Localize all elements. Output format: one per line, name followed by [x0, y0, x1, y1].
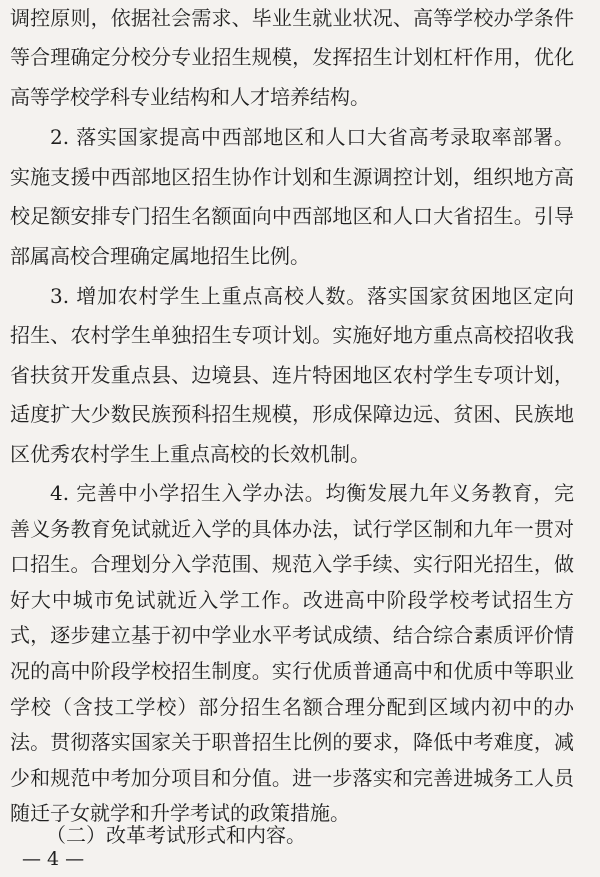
- text-line: 好大中城市免试就近入学工作。改进高中阶段学校考试招生方: [10, 587, 574, 612]
- text-line: 省扶贫开发重点县、边境县、连片特困地区农村学生专项计划，: [10, 363, 574, 387]
- page-number: — 4 —: [22, 848, 85, 870]
- text-line: 校足额安排专门招生名额面向中西部地区和人口大省招生。引导: [10, 204, 574, 228]
- text-line: 式，逐步建立基于初中学业水平考试成绩、结合综合素质评价情: [10, 623, 574, 648]
- text-line: 学校（含技工学校）部分招生名额合理分配到区域内初中的办: [10, 694, 574, 719]
- text-line: 善义务教育免试就近入学的具体办法，试行学区制和九年一贯对: [10, 516, 574, 541]
- text-line: 等合理确定分校分专业招生规模，发挥招生计划杠杆作用，优化: [10, 45, 574, 69]
- text-line: 4. 完善中小学招生入学办法。均衡发展九年义务教育，完: [50, 481, 574, 505]
- text-line: 况的高中阶段学校招生制度。实行优质普通高中和优质中等职业: [10, 659, 574, 683]
- text-line: 随迁子女就学和升学考试的政策措施。: [10, 801, 350, 826]
- text-line: 3. 增加农村学生上重点高校人数。落实国家贫困地区定向: [50, 284, 574, 308]
- text-line: 口招生。合理划分入学范围、规范入学手续、实行阳光招生，做: [10, 552, 574, 577]
- text-line: 调控原则，依据社会需求、毕业生就业状况、高等学校办学条件: [10, 6, 574, 30]
- text-line: 实施支援中西部地区招生协作计划和生源调控计划，组织地方高: [10, 165, 574, 189]
- section-heading-text: （二）改革考试形式和内容。: [46, 823, 306, 847]
- text-line: 招生、农村学生单独招生专项计划。实施好地方重点高校招收我: [10, 323, 574, 347]
- text-line: 2. 落实国家提高中西部地区和人口大省高考录取率部署。: [50, 125, 574, 149]
- text-line: 高等学校学科专业结构和人才培养结构。: [10, 85, 370, 109]
- text-line: 部属高校合理确定属地招生比例。: [10, 244, 310, 268]
- text-line: 少和规范中考加分项目和分值。进一步落实和完善进城务工人员: [10, 765, 574, 790]
- text-line: 法。贯彻落实国家关于职普招生比例的要求，降低中考难度，减: [10, 730, 574, 755]
- text-line: 区优秀农村学生上重点高校的长效机制。: [10, 442, 370, 466]
- text-line: 适度扩大少数民族预科招生规模，形成保障边远、贫困、民族地: [10, 402, 574, 426]
